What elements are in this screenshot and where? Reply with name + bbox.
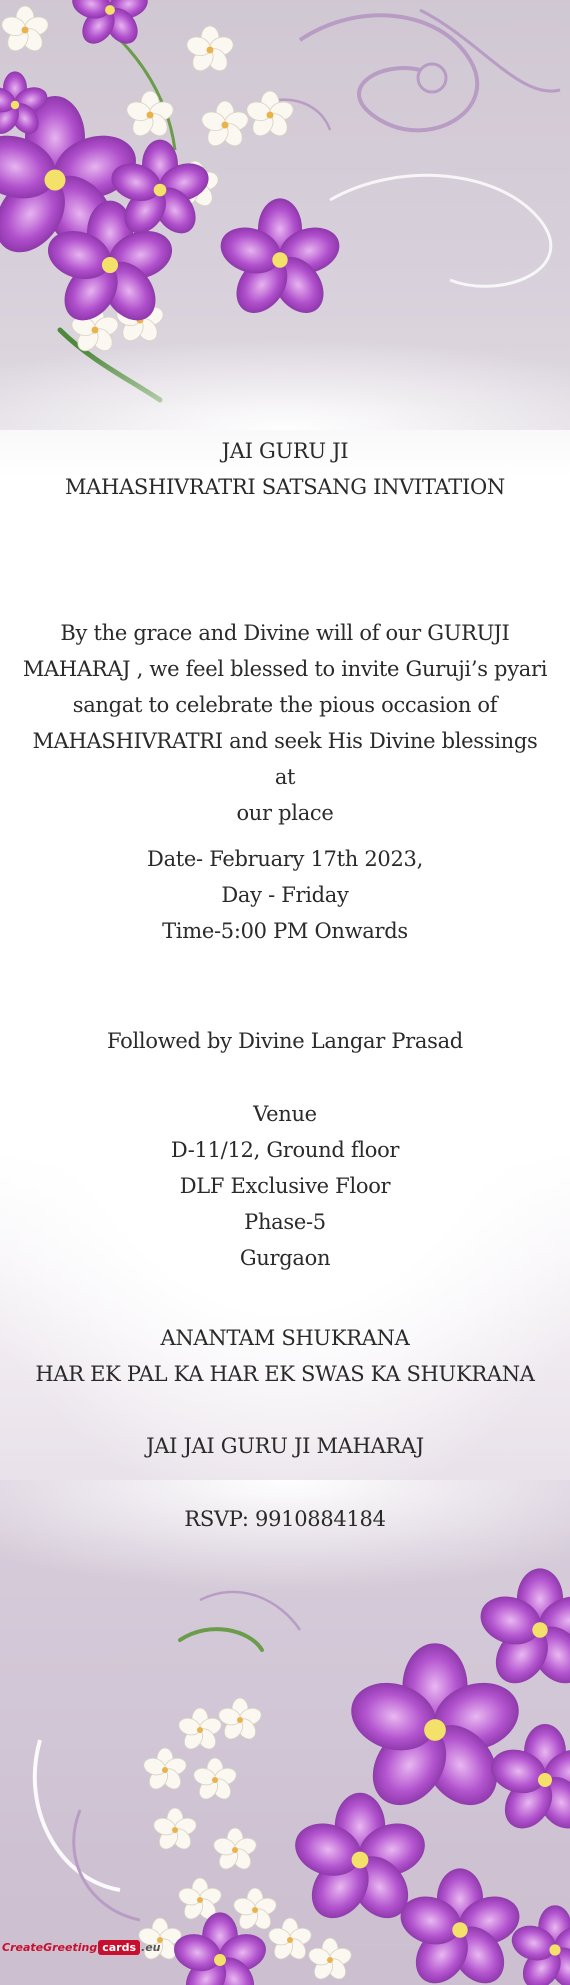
invitation-body (20, 615, 550, 831)
event-date: Date- February 17th 2023, (147, 847, 423, 871)
floral-decoration-top (0, 0, 570, 430)
body-line: MAHARAJ , we feel blessed to invite Guruji’s pyari (22, 657, 548, 681)
venue-line: Gurgaon (239, 1246, 331, 1270)
logo-domain: .eu (141, 1941, 161, 1954)
closing-block (20, 1428, 550, 1464)
venue-line: DLF Exclusive Floor (179, 1174, 391, 1198)
venue-title: Venue (253, 1102, 317, 1126)
venue-line: D-11/12, Ground floor (170, 1138, 400, 1162)
body-line: By the grace and Divine will of our GURUJI (60, 621, 510, 645)
invitation-heading (20, 433, 550, 505)
venue-block (20, 1096, 550, 1276)
body-line: sangat to celebrate the pious occasion of (72, 693, 498, 717)
body-line: our place (236, 801, 334, 825)
event-schedule (20, 841, 550, 949)
event-day: Day - Friday (221, 883, 349, 907)
closing-text: JAI JAI GURU JI MAHARAJ (146, 1434, 424, 1458)
heading-line: JAI GURU JI (221, 439, 349, 463)
gratitude-line: ANANTAM SHUKRANA (160, 1326, 410, 1350)
venue-line: Phase-5 (244, 1210, 326, 1234)
logo-badge: cards (98, 1940, 140, 1955)
langar-text: Followed by Divine Langar Prasad (107, 1029, 463, 1053)
brand-logo[interactable] (2, 1940, 161, 1955)
gratitude-block (20, 1320, 550, 1392)
langar-note (20, 1023, 550, 1059)
floral-decoration-bottom (0, 1480, 570, 1985)
gratitude-line: HAR EK PAL KA HAR EK SWAS KA SHUKRANA (35, 1362, 535, 1386)
rsvp-block (20, 1501, 550, 1537)
heading-line: MAHASHIVRATRI SATSANG INVITATION (64, 475, 505, 499)
body-line: MAHASHIVRATRI and seek His Divine blessings at (32, 729, 538, 789)
event-time: Time-5:00 PM Onwards (162, 919, 408, 943)
logo-text: CreateGreeting (2, 1941, 98, 1954)
rsvp-text: RSVP: 9910884184 (184, 1507, 386, 1531)
